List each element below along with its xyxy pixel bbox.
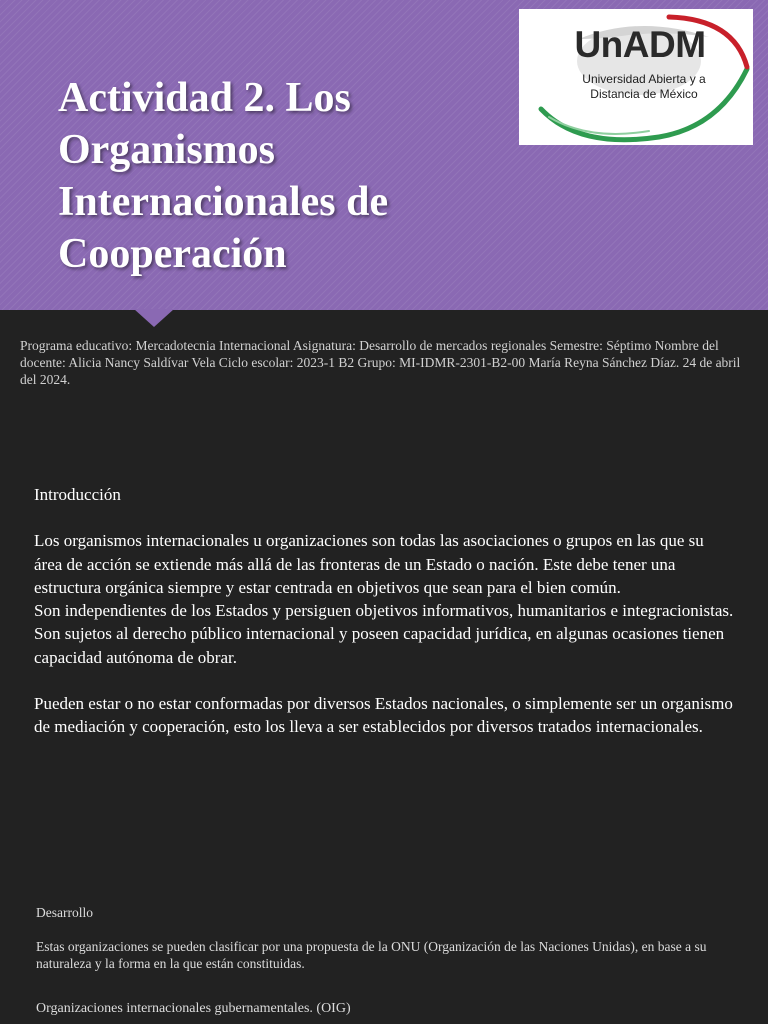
page-title: Actividad 2. Los Organismos Internacionales de Cooperación bbox=[58, 75, 389, 277]
logo-subtitle-line1: Universidad Abierta y a bbox=[582, 72, 706, 86]
introduction-section bbox=[34, 483, 734, 739]
logo-subtitle-line2: Distancia de México bbox=[590, 87, 698, 101]
banner-notch bbox=[134, 309, 174, 327]
introduction-paragraph-2: Son independientes de los Estados y persiguen objetivos informativos, humanitarios e integracionistas. Son sujetos al derecho público internacional y poseen capacidad jurídica, en algunas ocasiones tienen capacidad autónoma de obrar. bbox=[34, 601, 734, 667]
development-heading: Desarrollo bbox=[36, 905, 93, 920]
development-section bbox=[36, 904, 736, 1017]
development-subheading-oig: Organizaciones internacionales gubernamentales. (OIG) bbox=[36, 1001, 351, 1016]
unadm-logo bbox=[519, 9, 753, 145]
logo-wordmark: UnADM bbox=[574, 24, 706, 65]
introduction-paragraph-3: Pueden estar o no estar conformadas por diversos Estados nacionales, o simplemente ser un organismo de mediación y cooperación, esto los lleva a ser establecidos por diversos tratados internacionales. bbox=[34, 694, 733, 737]
development-paragraph-1: Estas organizaciones se pueden clasificar por una propuesta de la ONU (Organización de las Naciones Unidas), en base a su naturaleza y la forma en la que están constituidas. bbox=[36, 939, 707, 971]
course-info: Programa educativo: Mercadotecnia Internacional Asignatura: Desarrollo de mercados regionales Semestre: Séptimo Nombre del docente: Alicia Nancy Saldívar Vela Ciclo escolar: 2023-1 B2 Grupo: MI-IDMR-2301-B2-00 María Reyna Sánchez Díaz. 24 de abril del 2024. bbox=[20, 338, 741, 387]
introduction-paragraph-1: Los organismos internacionales u organizaciones son todas las asociaciones o grupos en las que su área de acción se extiende más allá de las fronteras de un Estado o nación. Este debe tener una estructura orgánica siempre y estar centrada en objetivos que sean para el bien común. bbox=[34, 531, 704, 597]
introduction-heading: Introducción bbox=[34, 485, 121, 504]
